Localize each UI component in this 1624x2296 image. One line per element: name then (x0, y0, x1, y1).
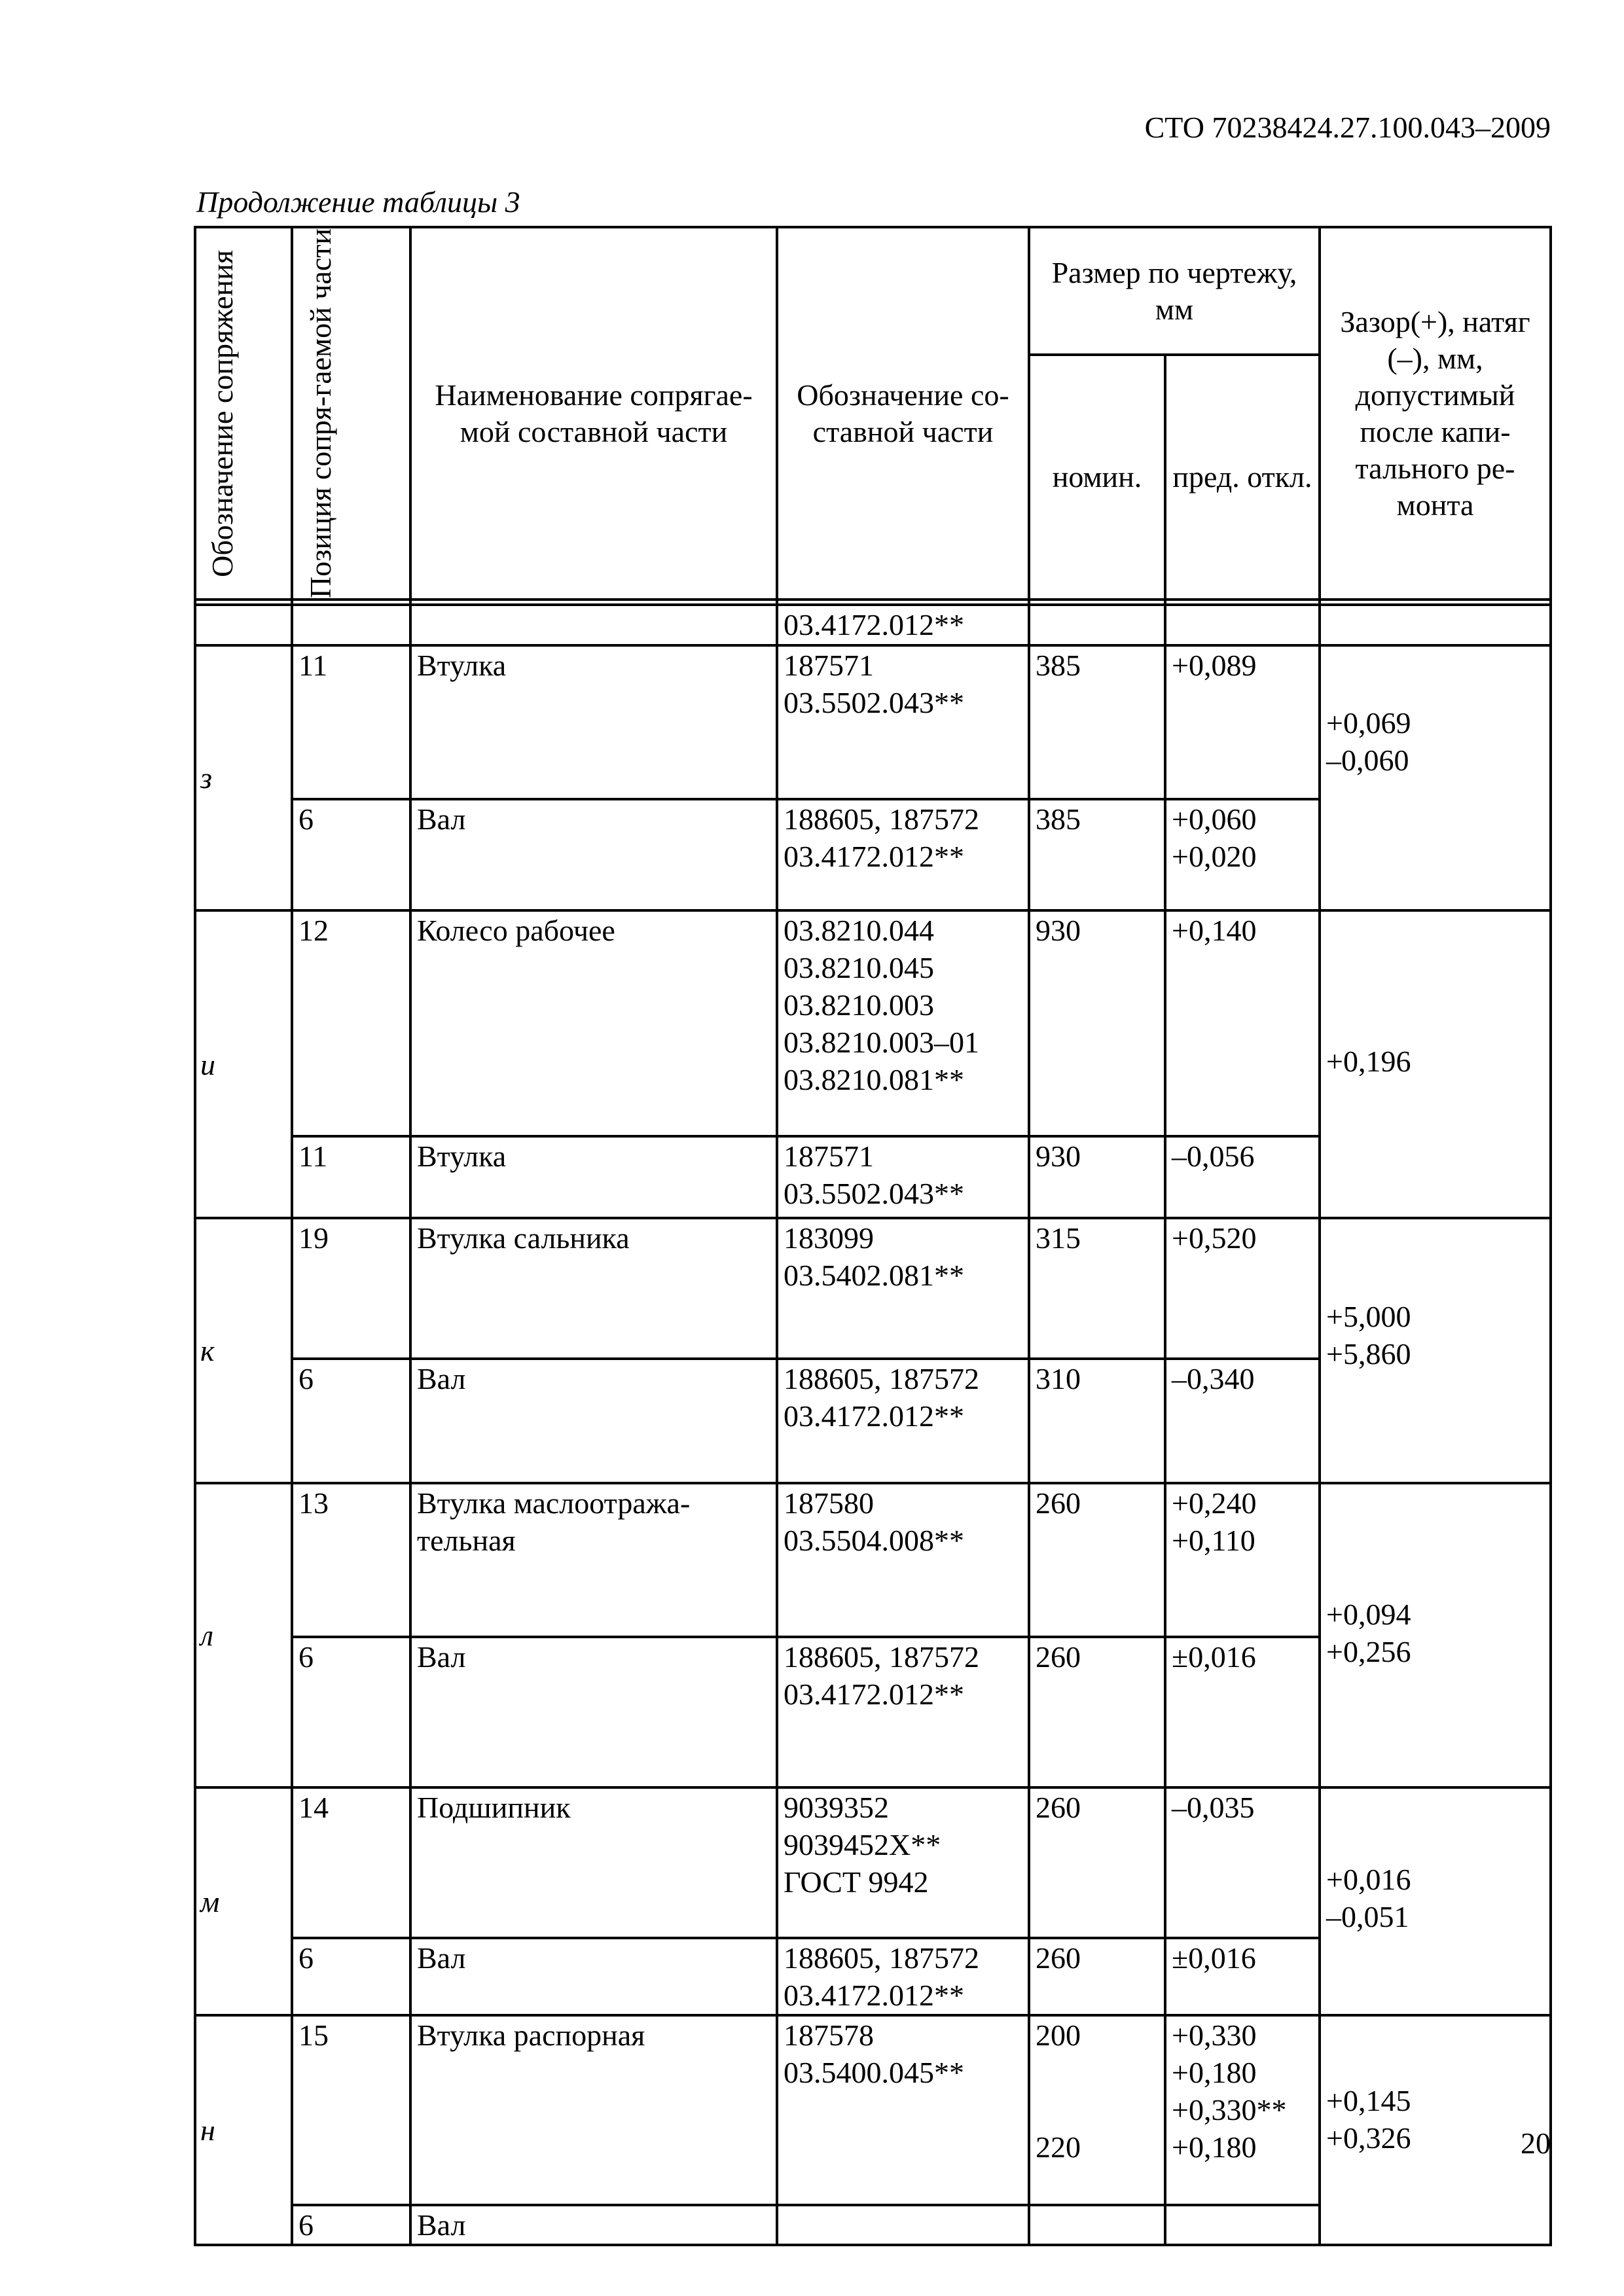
part-name (410, 1483, 777, 1637)
clearance-values (1326, 2017, 1551, 2160)
clearance-line: +0,256 (1326, 1635, 1411, 1669)
clearance (1320, 910, 1551, 1218)
mating-designation-letter: и (200, 1047, 215, 1081)
header-drawing-size (1029, 227, 1320, 355)
part-designation-line: ГОСТ 9942 (784, 1865, 929, 1899)
tolerance-line: +0,020 (1172, 840, 1257, 874)
part-designation (777, 2015, 1029, 2205)
part-name-line: Вал (417, 1640, 466, 1674)
tolerance-line: +0,180 (1172, 2130, 1257, 2164)
part-name (410, 2205, 777, 2245)
tolerance (1165, 2205, 1320, 2245)
part-designation-line: 03.4172.012** (784, 1979, 964, 2013)
table-body (195, 600, 1551, 2245)
tolerance-line: +0,330 (1172, 2018, 1257, 2053)
nominal-size (1029, 1483, 1165, 1637)
nominal-size (1029, 1136, 1165, 1218)
mating-designation-letter: л (200, 1619, 214, 1653)
part-name-line: Вал (417, 2208, 466, 2242)
part-name (410, 910, 777, 1136)
part-designation (777, 1938, 1029, 2015)
header-nominal (1029, 355, 1165, 600)
part-name-line: Вал (417, 802, 466, 836)
tolerance-line: +0,240 (1172, 1486, 1257, 1520)
part-designation-line: 188605, 187572 (784, 1941, 979, 1975)
part-designation-line: 03.8210.003–01 (784, 1026, 979, 1060)
page-number: 20 (1521, 2126, 1551, 2160)
header-designation (195, 227, 292, 600)
part-designation (777, 1637, 1029, 1787)
tolerance (1165, 1637, 1320, 1787)
nominal-size (1029, 1218, 1165, 1359)
tolerance-line: +0,089 (1172, 649, 1257, 683)
part-designation-line: 03.8210.045 (784, 951, 934, 985)
clearance-values (1326, 912, 1549, 1080)
part-designation-line: 03.4172.012** (784, 1399, 964, 1433)
part-name-line: Втулка (417, 1139, 507, 1174)
mating-designation (195, 1218, 292, 1483)
part-name-line: Втулка маслоотража- (417, 1486, 691, 1520)
part-name-line: Вал (417, 1362, 466, 1396)
header-part-designation-label: Обозначение со-ставной части (797, 378, 1009, 448)
header-tolerance (1165, 355, 1320, 600)
tolerance-line: –0,340 (1172, 1362, 1255, 1396)
tolerance-line: +0,330** (1172, 2093, 1287, 2127)
part-name-line: Втулка распорная (417, 2018, 645, 2053)
part-position: 13 (292, 1483, 410, 1637)
part-designation-line: 188605, 187572 (784, 1362, 979, 1396)
part-designation-line: 03.8210.081** (784, 1063, 964, 1097)
mating-designation (195, 910, 292, 1218)
part-designation-line: 03.8210.003 (784, 988, 934, 1022)
tolerance-line: ±0,016 (1172, 1941, 1256, 1975)
header-drawing-size-label: Размер по чертежу, мм (1051, 255, 1297, 326)
nominal-size-line: 260 (1036, 1791, 1081, 1825)
clearance-line: +0,069 (1326, 706, 1411, 740)
mating-designation (195, 2015, 292, 2245)
nominal-size-line: 200 (1036, 2018, 1081, 2053)
nominal-spacer (1036, 2054, 1164, 2128)
part-name (410, 1637, 777, 1787)
header-nominal-label: номин. (1052, 460, 1142, 494)
part-position: 11 (292, 1136, 410, 1218)
document-code: СТО 70238424.27.100.043–2009 (1144, 111, 1551, 144)
part-designation-line: 03.5402.081** (784, 1259, 964, 1293)
nominal-size (1029, 1938, 1165, 2015)
nominal-size (1029, 1787, 1165, 1938)
part-position: 11 (292, 645, 410, 799)
mating-designation (195, 1787, 292, 2015)
clearance (1320, 1787, 1551, 2015)
nominal-size-line: 315 (1036, 1221, 1081, 1255)
part-designation-line: 9039452Х** (784, 1828, 941, 1862)
header-designation-label: Обозначение сопряжения (206, 249, 239, 577)
part-designation-line: 188605, 187572 (784, 802, 979, 836)
part-designation (777, 1218, 1029, 1359)
part-designation (777, 1787, 1029, 1938)
part-designation-line: 187571 (784, 1139, 874, 1174)
clearance-line: +0,326 (1326, 2121, 1411, 2155)
tolerance (1165, 1938, 1320, 2015)
clearance-values (1326, 647, 1549, 779)
part-designation-line: 187571 (784, 649, 874, 683)
tolerance-line: –0,035 (1172, 1791, 1255, 1825)
nominal-size (1029, 1359, 1165, 1483)
part-designation-line: 03.5400.045** (784, 2056, 964, 2090)
header-part-name-label: Наименование сопрягае-мой составной части (435, 378, 753, 448)
part-name (410, 1938, 777, 2015)
table-row (195, 910, 1551, 1136)
part-position: 14 (292, 1787, 410, 1938)
header-clearance-label: Зазор(+), натяг (–), мм, допустимый после капи-тального ре-монта (1340, 304, 1530, 522)
clearance-line: +5,860 (1326, 1337, 1411, 1371)
table-caption: Продолжение таблицы 3 (196, 185, 520, 219)
clearance-line: –0,060 (1326, 744, 1409, 778)
table-row (195, 1218, 1551, 1359)
clearance-line: +0,094 (1326, 1598, 1411, 1632)
part-position: 6 (292, 799, 410, 910)
tolerance-line: ±0,016 (1172, 1640, 1256, 1674)
tolerance (1165, 1136, 1320, 1218)
part-designation-line: 03.4172.012** (784, 1677, 964, 1712)
tolerance-line: +0,060 (1172, 802, 1257, 836)
part-position: 19 (292, 1218, 410, 1359)
part-name (410, 1359, 777, 1483)
carryover-designation: 03.4172.012** (777, 605, 1029, 645)
part-name-line: Вал (417, 1941, 466, 1975)
part-position: 15 (292, 2015, 410, 2205)
header-position (292, 227, 410, 600)
mating-designation-letter: н (200, 2113, 215, 2147)
table-row (195, 645, 1551, 799)
tolerance (1165, 1359, 1320, 1483)
nominal-size-line: 930 (1036, 914, 1081, 948)
part-designation-line: 183099 (784, 1221, 874, 1255)
tolerance (1165, 1218, 1320, 1359)
clearance-values (1326, 1789, 1549, 1935)
tolerance (1165, 1787, 1320, 1938)
nominal-size-line: 260 (1036, 1941, 1081, 1975)
part-designation-line: 187578 (784, 2018, 874, 2053)
part-designation-line: 03.5502.043** (784, 1177, 964, 1211)
nominal-size-line: 385 (1036, 802, 1081, 836)
clearance (1320, 2015, 1551, 2245)
part-name (410, 645, 777, 799)
clearance (1320, 1218, 1551, 1483)
table-row (195, 1787, 1551, 1938)
tolerance-line: +0,140 (1172, 914, 1257, 948)
part-name (410, 1787, 777, 1938)
carryover-row (195, 605, 1551, 645)
mating-designation-letter: к (200, 1334, 215, 1368)
part-designation-line: 03.8210.044 (784, 914, 934, 948)
clearance (1320, 645, 1551, 910)
tolerance-line: +0,180 (1172, 2056, 1257, 2090)
part-name-line: тельная (417, 1524, 516, 1558)
nominal-size (1029, 645, 1165, 799)
clearance-line: –0,051 (1326, 1900, 1409, 1934)
part-name-line: Втулка (417, 649, 507, 683)
part-name (410, 799, 777, 910)
header-position-label: Позиция сопря-гаемой части (303, 228, 337, 599)
part-name-line: Подшипник (417, 1791, 571, 1825)
part-designation-line: 9039352 (784, 1791, 889, 1825)
nominal-size (1029, 1637, 1165, 1787)
part-designation (777, 1359, 1029, 1483)
nominal-size-line: 930 (1036, 1139, 1081, 1174)
tolerance (1165, 645, 1320, 799)
part-designation (777, 2205, 1029, 2245)
mating-designation-letter: з (200, 761, 212, 795)
tolerance-line: –0,056 (1172, 1139, 1255, 1174)
part-position: 6 (292, 1637, 410, 1787)
nominal-size-line: 260 (1036, 1486, 1081, 1520)
part-designation (777, 799, 1029, 910)
clearance-values (1326, 1219, 1549, 1372)
clearance-line: +0,016 (1326, 1863, 1411, 1897)
clearance-line: +0,196 (1326, 1045, 1411, 1079)
clearance-values (1326, 1484, 1549, 1670)
part-position: 6 (292, 1359, 410, 1483)
part-designation-line: 187580 (784, 1486, 874, 1520)
mating-parts-table (194, 226, 1552, 2246)
tolerance-line: +0,110 (1172, 1524, 1255, 1558)
tolerance (1165, 910, 1320, 1136)
header-clearance (1320, 227, 1551, 600)
nominal-size-line: 385 (1036, 649, 1081, 683)
nominal-size-line: 220 (1036, 2130, 1081, 2164)
nominal-size (1029, 2015, 1165, 2205)
header-tolerance-label: пред. откл. (1172, 460, 1312, 494)
part-designation-line: 03.5504.008** (784, 1524, 964, 1558)
tolerance (1165, 2015, 1320, 2205)
part-designation-line: 188605, 187572 (784, 1640, 979, 1674)
table-row (195, 2015, 1551, 2205)
part-designation-line: 03.4172.012** (784, 840, 964, 874)
nominal-size (1029, 2205, 1165, 2245)
nominal-size-line: 260 (1036, 1640, 1081, 1674)
part-designation (777, 1136, 1029, 1218)
part-designation (777, 1483, 1029, 1637)
part-position: 6 (292, 1938, 410, 2015)
part-designation-line: 03.5502.043** (784, 686, 964, 720)
part-name (410, 1136, 777, 1218)
nominal-size-line: 310 (1036, 1362, 1081, 1396)
clearance-line: +5,000 (1326, 1300, 1411, 1334)
part-designation (777, 910, 1029, 1136)
part-name-line: Втулка сальника (417, 1221, 630, 1255)
tolerance (1165, 799, 1320, 910)
clearance (1320, 1483, 1551, 1787)
mating-designation-letter: м (200, 1884, 220, 1918)
tolerance-line: +0,520 (1172, 1221, 1257, 1255)
mating-designation (195, 645, 292, 910)
part-designation (777, 645, 1029, 799)
clearance-line: +0,145 (1326, 2084, 1411, 2118)
mating-designation (195, 1483, 292, 1787)
part-name (410, 1218, 777, 1359)
header-part-designation (777, 227, 1029, 600)
table-row (195, 1483, 1551, 1637)
tolerance (1165, 1483, 1320, 1637)
nominal-size (1029, 910, 1165, 1136)
part-name (410, 2015, 777, 2205)
part-position: 6 (292, 2205, 410, 2245)
part-position: 12 (292, 910, 410, 1136)
header-part-name (410, 227, 777, 600)
part-name-line: Колесо рабочее (417, 914, 615, 948)
nominal-size (1029, 799, 1165, 910)
